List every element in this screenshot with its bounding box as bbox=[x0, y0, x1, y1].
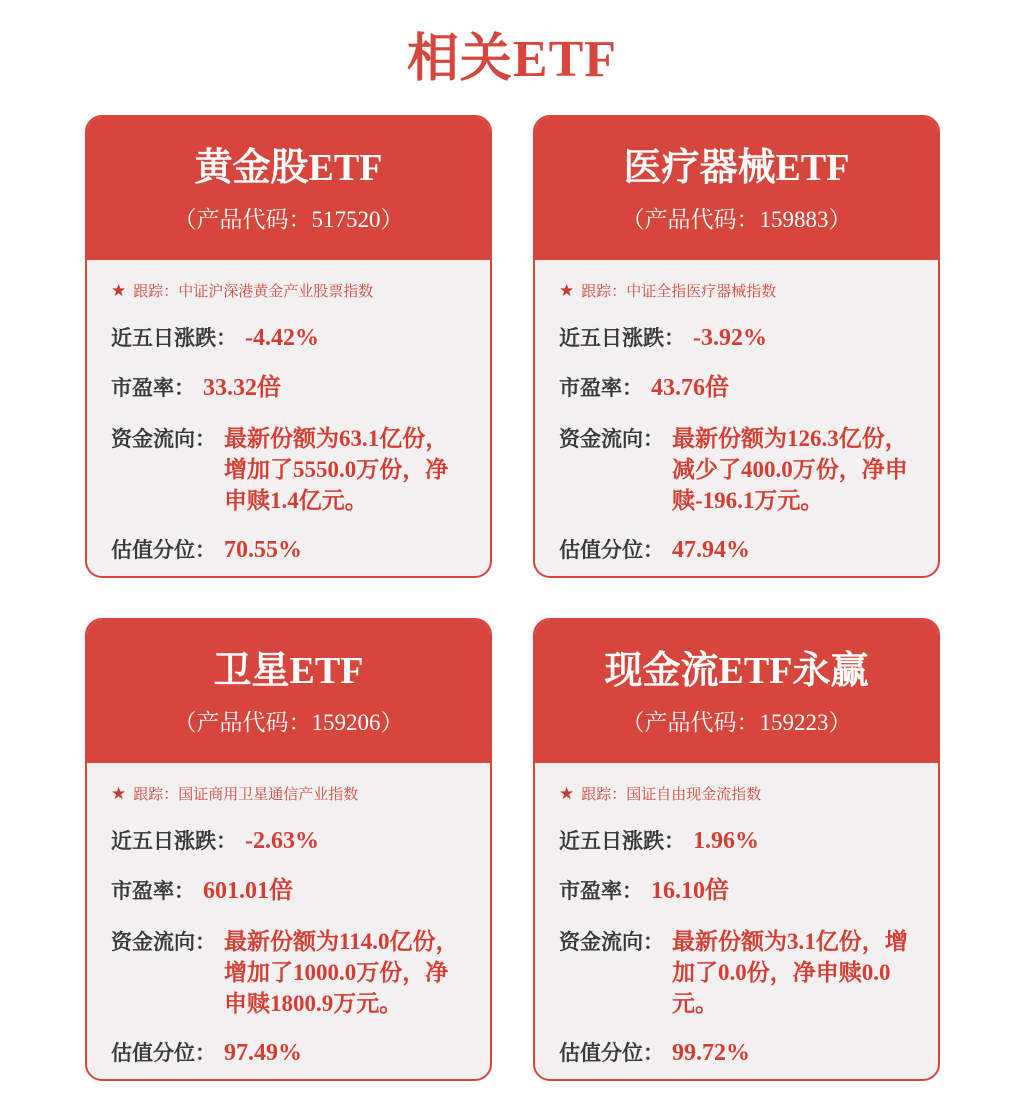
fund-flow-label: 资金流向： bbox=[111, 428, 216, 451]
valuation-percentile-label: 估值分位： bbox=[559, 1042, 664, 1065]
etf-card-header bbox=[87, 117, 490, 260]
track-index-row bbox=[559, 280, 914, 301]
pe-ratio-value: 33.32倍 bbox=[203, 375, 281, 401]
track-index-row bbox=[111, 280, 466, 301]
pe-ratio-value: 601.01倍 bbox=[203, 878, 293, 904]
five-day-change-value: 1.96% bbox=[693, 828, 759, 854]
etf-name: 卫星ETF bbox=[213, 650, 364, 692]
track-label: 跟踪： bbox=[133, 283, 179, 300]
pe-ratio-row bbox=[111, 373, 466, 404]
pe-ratio-label: 市盈率： bbox=[559, 880, 643, 903]
star-icon: ★ bbox=[559, 784, 575, 803]
etf-name: 现金流ETF永赢 bbox=[604, 650, 869, 692]
pe-ratio-row bbox=[559, 876, 914, 907]
pe-ratio-value: 43.76倍 bbox=[651, 375, 729, 401]
etf-card-header bbox=[535, 117, 938, 260]
valuation-percentile-label: 估值分位： bbox=[111, 1042, 216, 1065]
five-day-change-label: 近五日涨跌： bbox=[111, 327, 237, 350]
fund-flow-value: 最新份额为114.0亿份，增加了1000.0万份，净申赎1800.9万元。 bbox=[224, 929, 459, 1016]
etf-product-code: （产品代码：159883） bbox=[621, 207, 852, 232]
five-day-change-label: 近五日涨跌： bbox=[559, 830, 685, 853]
fund-flow-label: 资金流向： bbox=[559, 931, 664, 954]
five-day-change-label: 近五日涨跌： bbox=[111, 830, 237, 853]
fund-flow-row bbox=[111, 423, 466, 516]
pe-ratio-label: 市盈率： bbox=[111, 880, 195, 903]
etf-card-body bbox=[87, 260, 490, 578]
valuation-percentile-row bbox=[559, 1038, 914, 1069]
valuation-percentile-label: 估值分位： bbox=[111, 539, 216, 562]
valuation-percentile-value: 70.55% bbox=[224, 537, 302, 563]
etf-card-header bbox=[87, 620, 490, 763]
etf-product-code: （产品代码：517520） bbox=[173, 207, 404, 232]
etf-card-cash-flow bbox=[533, 618, 940, 1081]
etf-card-medical-device bbox=[533, 115, 940, 578]
etf-card-body bbox=[535, 763, 938, 1081]
etf-name: 医疗器械ETF bbox=[623, 147, 850, 189]
valuation-percentile-value: 97.49% bbox=[224, 1040, 302, 1066]
track-index-row bbox=[559, 783, 914, 804]
track-index-row bbox=[111, 783, 466, 804]
pe-ratio-label: 市盈率： bbox=[559, 377, 643, 400]
five-day-change-value: -3.92% bbox=[693, 325, 767, 351]
five-day-change-value: -4.42% bbox=[245, 325, 319, 351]
valuation-percentile-row bbox=[559, 535, 914, 566]
track-index-value: 中证沪深港黄金产业股票指数 bbox=[178, 283, 374, 300]
track-label: 跟踪： bbox=[133, 786, 179, 803]
etf-card-body bbox=[87, 763, 490, 1081]
valuation-percentile-value: 99.72% bbox=[672, 1040, 750, 1066]
track-label: 跟踪： bbox=[581, 283, 627, 300]
five-day-change-value: -2.63% bbox=[245, 828, 319, 854]
page-title: 相关ETF bbox=[406, 31, 618, 88]
five-day-change-row bbox=[559, 826, 914, 857]
etf-name: 黄金股ETF bbox=[194, 147, 383, 189]
five-day-change-row bbox=[111, 826, 466, 857]
etf-card-header bbox=[535, 620, 938, 763]
fund-flow-label: 资金流向： bbox=[111, 931, 216, 954]
etf-card-body bbox=[535, 260, 938, 578]
fund-flow-row bbox=[559, 926, 914, 1019]
five-day-change-row bbox=[559, 323, 914, 354]
track-index-value: 国证商用卫星通信产业指数 bbox=[178, 786, 359, 803]
etf-card-satellite bbox=[85, 618, 492, 1081]
etf-product-code: （产品代码：159206） bbox=[173, 710, 404, 735]
etf-cards-grid bbox=[85, 115, 940, 1081]
etf-product-code: （产品代码：159223） bbox=[621, 710, 852, 735]
star-icon: ★ bbox=[559, 281, 575, 300]
valuation-percentile-row bbox=[111, 1038, 466, 1069]
etf-card-gold-stock bbox=[85, 115, 492, 578]
fund-flow-value: 最新份额为3.1亿份，增加了0.0份，净申赎0.0元。 bbox=[672, 929, 908, 1016]
fund-flow-label: 资金流向： bbox=[559, 428, 664, 451]
fund-flow-value: 最新份额为63.1亿份，增加了5550.0万份，净申赎1.4亿元。 bbox=[224, 426, 449, 513]
track-index-value: 中证全指医疗器械指数 bbox=[626, 283, 777, 300]
valuation-percentile-value: 47.94% bbox=[672, 537, 750, 563]
pe-ratio-row bbox=[111, 876, 466, 907]
pe-ratio-row bbox=[559, 373, 914, 404]
star-icon: ★ bbox=[111, 281, 127, 300]
valuation-percentile-label: 估值分位： bbox=[559, 539, 664, 562]
pe-ratio-value: 16.10倍 bbox=[651, 878, 729, 904]
pe-ratio-label: 市盈率： bbox=[111, 377, 195, 400]
track-label: 跟踪： bbox=[581, 786, 627, 803]
track-index-value: 国证自由现金流指数 bbox=[626, 786, 762, 803]
fund-flow-row bbox=[559, 423, 914, 516]
fund-flow-value: 最新份额为126.3亿份，减少了400.0万份，净申赎-196.1万元。 bbox=[672, 426, 908, 513]
star-icon: ★ bbox=[111, 784, 127, 803]
valuation-percentile-row bbox=[111, 535, 466, 566]
five-day-change-row bbox=[111, 323, 466, 354]
five-day-change-label: 近五日涨跌： bbox=[559, 327, 685, 350]
fund-flow-row bbox=[111, 926, 466, 1019]
